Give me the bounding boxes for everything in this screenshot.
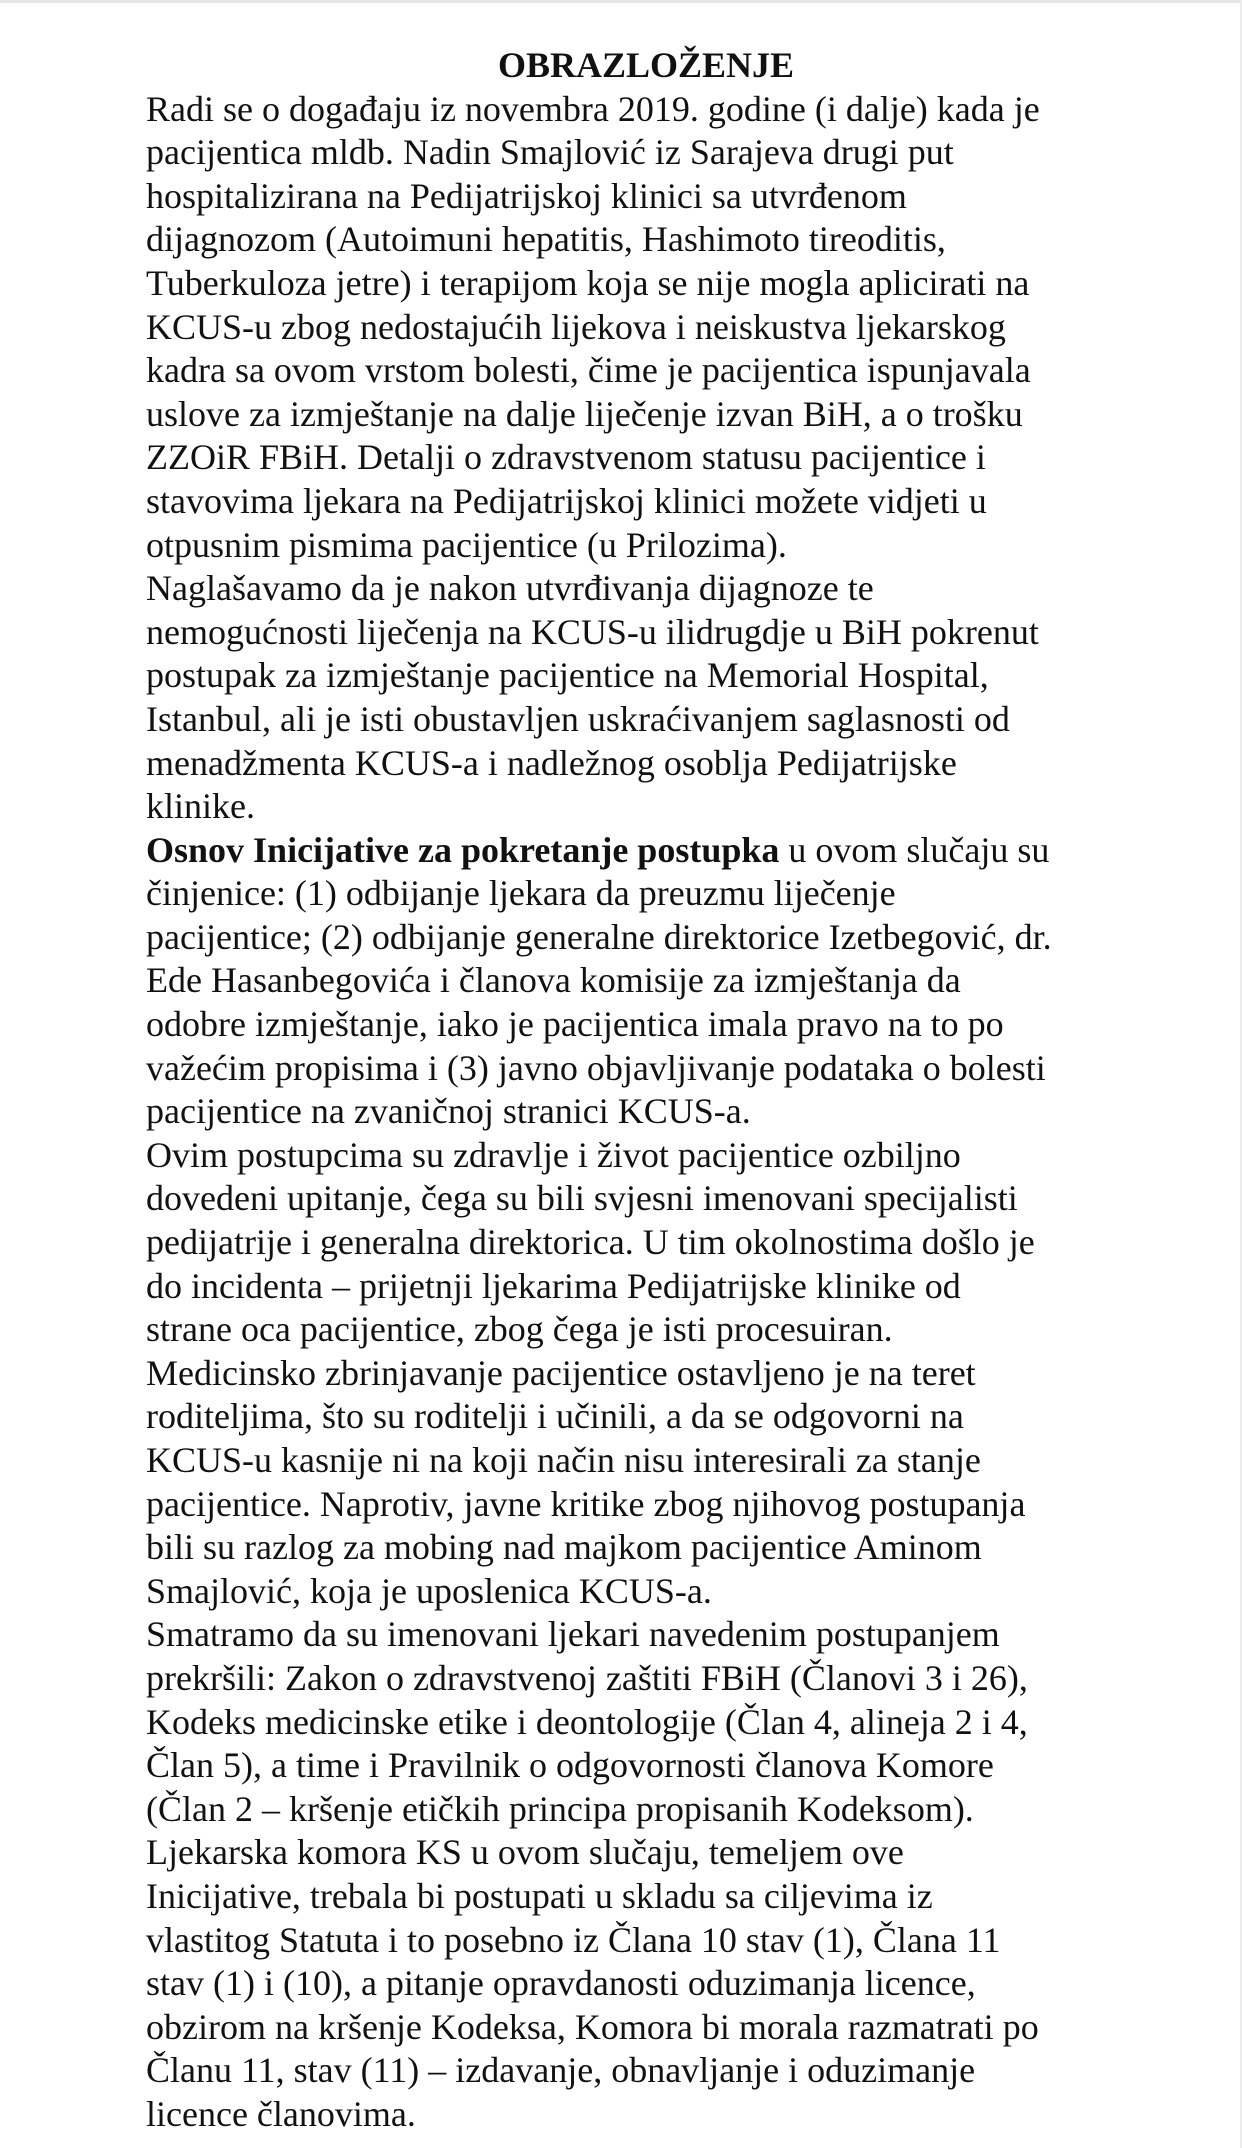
text-line <box>146 829 1146 873</box>
text-line: pacijentica mldb. Nadin Smajlović iz Sarajeva drugi put <box>146 132 954 173</box>
text-line: stav (1) i (10), a pitanje opravdanosti oduzimanja licence, <box>146 1963 976 2004</box>
text-line: Ede Hasanbegovića i članova komisije za izmještanja da <box>146 960 961 1001</box>
text-line: Inicijative, trebala bi postupati u skladu sa ciljevima iz <box>146 1875 933 1916</box>
text-line: bili su razlog za mobing nad majkom pacijentice Aminom <box>146 1527 982 1568</box>
text-line: pacijentice. Naprotiv, javne kritike zbog njihovog postupanja <box>146 1483 1026 1524</box>
text-line: Ovim postupcima su zdravlje i život pacijentice ozbiljno <box>146 1134 961 1175</box>
text-line: prekršili: Zakon o zdravstvenoj zaštiti FBiH (Članovi 3 i 26), <box>146 1657 1028 1698</box>
document-body <box>146 44 1146 2137</box>
text-line: Naglašavamo da je nakon utvrđivanja dijagnoze te <box>146 568 874 609</box>
text-fragment: u ovom slučaju su <box>779 829 1050 870</box>
text-line: dijagnozom (Autoimuni hepatitis, Hashimoto tireoditis, <box>146 219 946 260</box>
text-line: do incidenta – prijetnji ljekarima Pedijatrijske klinike od <box>146 1265 961 1306</box>
text-line: pacijentice; (2) odbijanje generalne direktorice Izetbegović, dr. <box>146 916 1052 957</box>
paragraph-1 <box>146 88 1146 568</box>
text-line: Smatramo da su imenovani ljekari navedenim postupanjem <box>146 1614 1000 1655</box>
bold-lead-phrase: Osnov Inicijative za pokretanje postupka <box>146 829 780 870</box>
text-line: činjenice: (1) odbijanje ljekara da preuzmu liječenje <box>146 873 896 914</box>
text-line: odobre izmještanje, iako je pacijentica imala pravo na to po <box>146 1004 1004 1045</box>
text-line: Ljekarska komora KS u ovom slučaju, temeljem ove <box>146 1832 904 1873</box>
text-line: Istanbul, ali je isti obustavljen uskraćivanjem saglasnosti od <box>146 698 1010 739</box>
text-line: otpusnim pismima pacijentice (u Prilozima). <box>146 524 787 565</box>
text-line: strane oca pacijentice, zbog čega je isti procesuiran. <box>146 1309 893 1350</box>
top-divider <box>0 0 1242 3</box>
text-line: obzirom na kršenje Kodeksa, Komora bi morala razmatrati po <box>146 2006 1039 2047</box>
text-line: Radi se o događaju iz novembra 2019. godine (i dalje) kada je <box>146 88 1040 129</box>
text-line: hospitalizirana na Pedijatrijskoj klinici sa utvrđenom <box>146 175 907 216</box>
text-line: kadra sa ovom vrstom bolesti, čime je pacijentica ispunjavala <box>146 350 1031 391</box>
text-line: dovedeni upitanje, čega su bili svjesni imenovani specijalisti <box>146 1178 1018 1219</box>
text-line: stavovima ljekara na Pedijatrijskoj klinici možete vidjeti u <box>146 480 987 521</box>
text-line: menadžmenta KCUS-a i nadležnog osoblja Pedijatrijske <box>146 742 957 783</box>
text-line: vlastitog Statuta i to posebno iz Člana 10 stav (1), Člana 11 <box>146 1919 1001 1960</box>
text-line: roditeljima, što su roditelji i učinili, a da se odgovorni na <box>146 1396 964 1437</box>
document-title: OBRAZLOŽENJE <box>497 45 795 85</box>
text-line: Medicinsko zbrinjavanje pacijentice ostavljeno je na teret <box>146 1352 976 1393</box>
text-line: uslove za izmještanje na dalje liječenje izvan BiH, a o trošku <box>146 393 1023 434</box>
text-line: nemogućnosti liječenja na KCUS-u ilidrugdje u BiH pokrenut <box>146 611 1039 652</box>
paragraph-5 <box>146 1613 1146 1831</box>
text-line: važećim propisima i (3) javno objavljivanje podataka o bolesti <box>146 1047 1046 1088</box>
text-line: KCUS-u zbog nedostajućih lijekova i neiskustva ljekarskog <box>146 306 1006 347</box>
text-line: postupak za izmještanje pacijentice na Memorial Hospital, <box>146 655 989 696</box>
paragraph-2 <box>146 567 1146 829</box>
paragraph-6 <box>146 1831 1146 2136</box>
text-line: Smajlović, koja je uposlenica KCUS-a. <box>146 1570 712 1611</box>
text-line: Tuberkuloza jetre) i terapijom koja se nije mogla aplicirati na <box>146 262 1030 303</box>
text-line: pedijatrije i generalna direktorica. U tim okolnostima došlo je <box>146 1222 1035 1263</box>
text-line: pacijentice na zvaničnoj stranici KCUS-a. <box>146 1091 751 1132</box>
text-line: Član 5), a time i Pravilnik o odgovornosti članova Komore <box>146 1745 994 1786</box>
text-line: ZZOiR FBiH. Detalji o zdravstvenom statusu pacijentice i <box>146 437 986 478</box>
text-line: KCUS-u kasnije ni na koji način nisu interesirali za stanje <box>146 1440 981 1480</box>
text-line: Kodeks medicinske etike i deontologije (Član 4, alineja 2 i 4, <box>146 1701 1028 1742</box>
paragraph-3 <box>146 829 1146 1134</box>
text-line: klinike. <box>146 786 255 827</box>
text-line: Članu 11, stav (11) – izdavanje, obnavljanje i oduzimanje <box>146 2050 976 2091</box>
text-line: (Član 2 – kršenje etičkih principa propisanih Kodeksom). <box>146 1788 974 1829</box>
text-line: licence članovima. <box>146 2093 416 2134</box>
paragraph-4 <box>146 1134 1146 1614</box>
